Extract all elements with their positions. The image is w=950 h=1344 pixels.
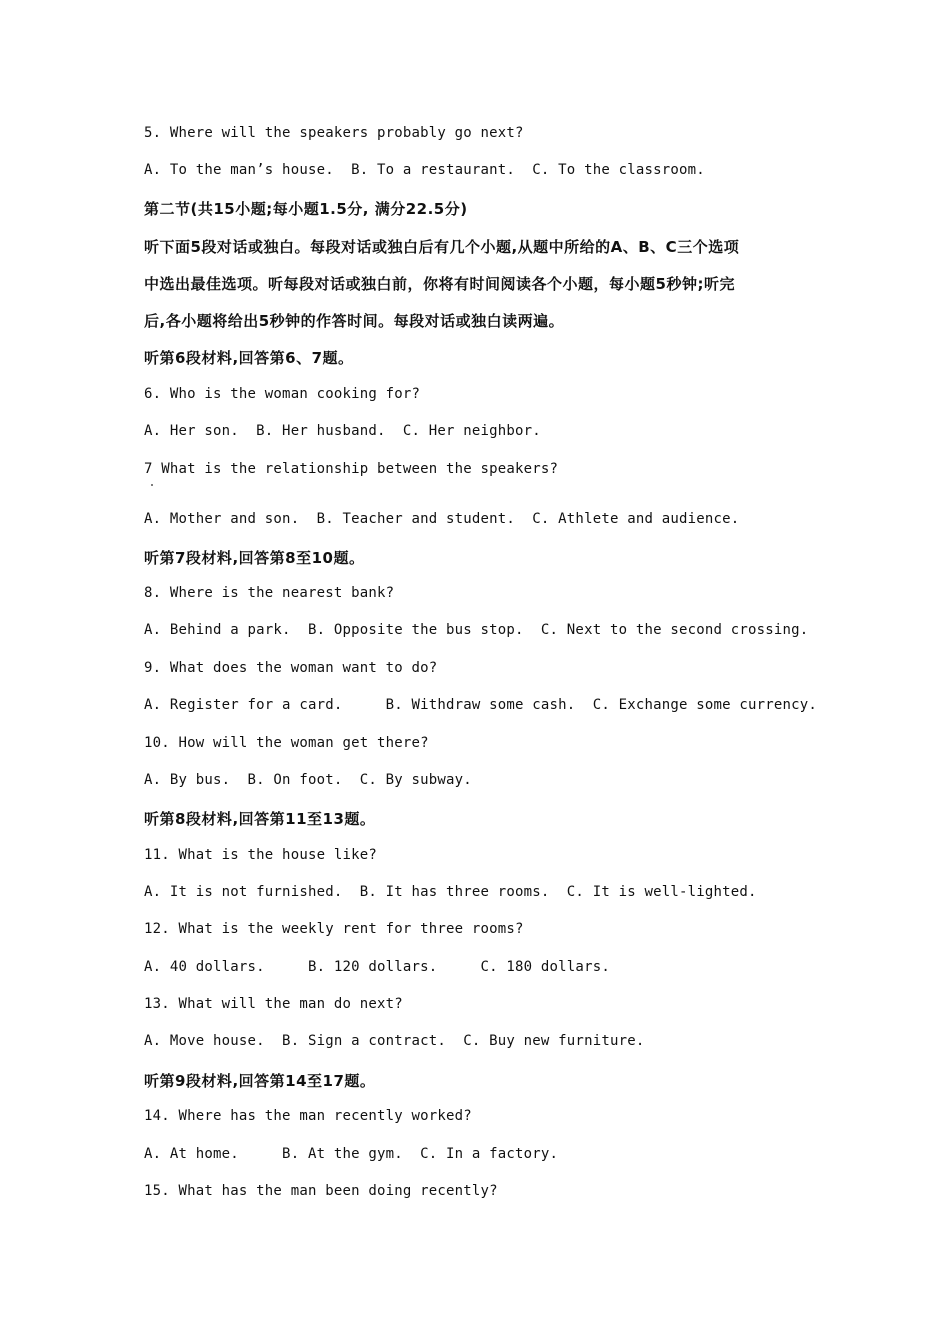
- options-14: A. At home. B. At the gym. C. In a factory.: [144, 1146, 559, 1162]
- instruction-line-1: 听下面5段对话或独白。每段对话或独白后有几个小题,从题中所给的A、B、C三个选项: [144, 238, 740, 256]
- material-heading-7: 听第7段材料,回答第8至10题。: [144, 549, 365, 567]
- material-heading-8: 听第8段材料,回答第11至13题。: [144, 810, 376, 828]
- options-5: A. To the man’s house. B. To a restaurant. C. To the classroom.: [144, 162, 705, 178]
- options-9: A. Register for a card. B. Withdraw some cash. C. Exchange some currency.: [144, 697, 818, 713]
- question-5: 5. Where will the speakers probably go next?: [144, 125, 524, 141]
- options-7: A. Mother and son. B. Teacher and student. C. Athlete and audience.: [144, 511, 740, 527]
- question-9: 9. What does the woman want to do?: [144, 660, 438, 676]
- question-7: 7 What is the relationship between the speakers?: [144, 461, 559, 477]
- options-6: A. Her son. B. Her husband. C. Her neighbor.: [144, 423, 541, 439]
- question-12: 12. What is the weekly rent for three rooms?: [144, 921, 524, 937]
- section-heading: 第二节(共15小题;每小题1.5分, 满分22.5分): [144, 200, 468, 218]
- options-12: A. 40 dollars. B. 120 dollars. C. 180 dollars.: [144, 959, 610, 975]
- instruction-line-3: 后,各小题将给出5秒钟的作答时间。每段对话或独白读两遍。: [144, 312, 565, 330]
- material-heading-9: 听第9段材料,回答第14至17题。: [144, 1072, 376, 1090]
- question-8: 8. Where is the nearest bank?: [144, 585, 395, 601]
- question-14: 14. Where has the man recently worked?: [144, 1108, 472, 1124]
- options-10: A. By bus. B. On foot. C. By subway.: [144, 772, 472, 788]
- stray-mark: [151, 484, 153, 486]
- question-13: 13. What will the man do next?: [144, 996, 403, 1012]
- question-10: 10. How will the woman get there?: [144, 735, 429, 751]
- options-13: A. Move house. B. Sign a contract. C. Buy new furniture.: [144, 1033, 645, 1049]
- instruction-line-2: 中选出最佳选项。听每段对话或独白前，你将有时间阅读各个小题，每小题5秒钟;听完: [144, 275, 735, 293]
- options-8: A. Behind a park. B. Opposite the bus stop. C. Next to the second crossing.: [144, 622, 809, 638]
- question-11: 11. What is the house like?: [144, 847, 377, 863]
- question-6: 6. Who is the woman cooking for?: [144, 386, 421, 402]
- question-15: 15. What has the man been doing recently?: [144, 1183, 498, 1199]
- material-heading-6: 听第6段材料,回答第6、7题。: [144, 349, 354, 367]
- options-11: A. It is not furnished. B. It has three rooms. C. It is well-lighted.: [144, 884, 757, 900]
